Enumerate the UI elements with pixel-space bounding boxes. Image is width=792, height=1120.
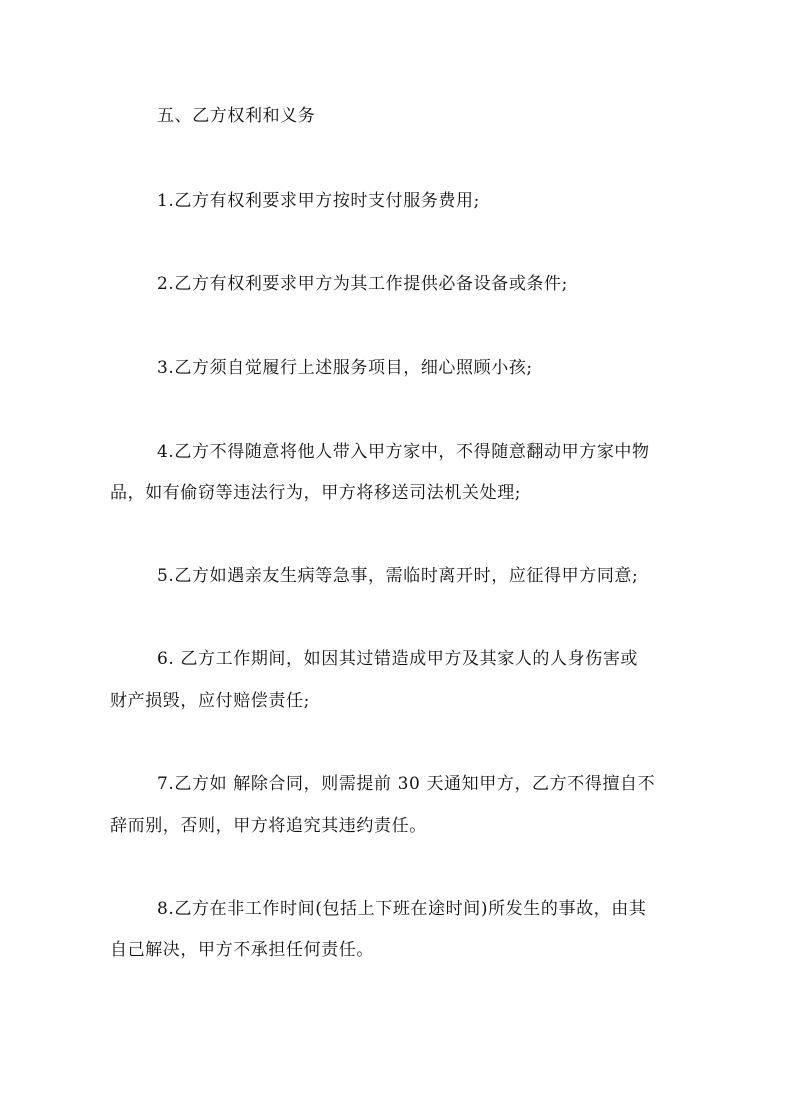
clause-3-line-1: 3.乙方须自觉履行上述服务项目，细心照顾小孩; <box>157 358 533 378</box>
section-heading: 五、乙方权利和义务 <box>157 106 316 126</box>
clause-5-line-1: 5.乙方如遇亲友生病等急事，需临时离开时，应征得甲方同意; <box>157 566 639 586</box>
clause-2-line-1: 2.乙方有权利要求甲方为其工作提供必备设备或条件; <box>157 274 568 294</box>
clause-1-line-1: 1.乙方有权利要求甲方按时支付服务费用; <box>157 191 480 211</box>
clause-6-line-1: 6. 乙方工作期间，如因其过错造成甲方及其家人的人身伤害或 <box>157 649 639 669</box>
clause-8-line-1: 8.乙方在非工作时间(包括上下班在途时间)所发生的事故，由其 <box>157 899 647 919</box>
clause-4-line-1: 4.乙方不得随意将他人带入甲方家中，不得随意翻动甲方家中物 <box>157 442 650 462</box>
clause-6-line-2: 财产损毁，应付赔偿责任; <box>110 691 310 711</box>
clause-7-line-1: 7.乙方如 解除合同，则需提前 30 天通知甲方，乙方不得擅自不 <box>157 774 656 794</box>
clause-8-line-2: 自己解决，甲方不承担任何责任。 <box>110 940 374 960</box>
clause-4-line-2: 品，如有偷窃等违法行为，甲方将移送司法机关处理; <box>110 483 522 503</box>
clause-7-line-2: 辞而别，否则，甲方将追究其违约责任。 <box>110 816 427 836</box>
